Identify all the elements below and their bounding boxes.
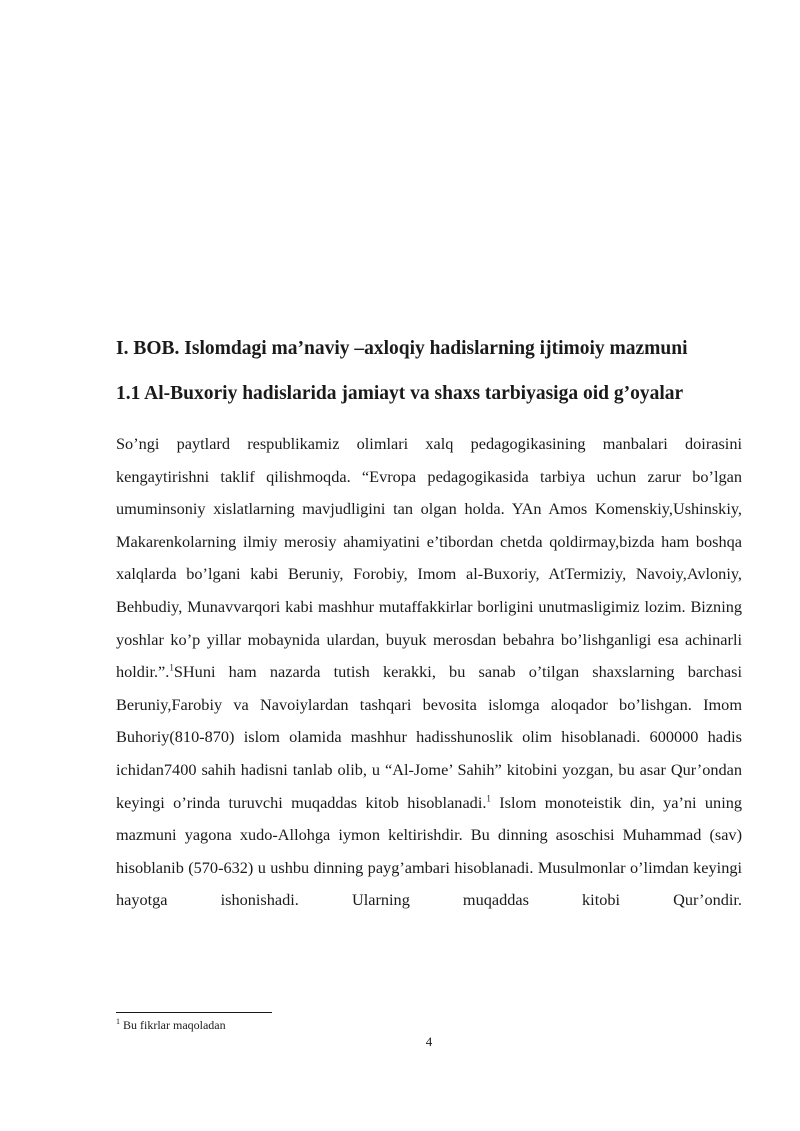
section-heading: 1.1 Al-Buxoriy hadislarida jamiayt va shaxs tarbiyasiga oid g’oyalar xyxy=(116,383,684,404)
body-paragraph xyxy=(116,428,742,917)
body-text-part-1: So’ngi paytlard respublikamiz olimlari xalq pedagogikasining manbalari doirasini kengaytirishni taklif qilishmoqda. “Evropa pedagogikasida tarbiya uchun zarur bo’lgan umuminsoniy xislatlarning mavjudligini tan olgan holda. YAn Amos Komenskiy,Ushinskiy, Makarenkolarning ilmiy merosiy ahamiyatini e’tibordan chetda qoldirmay,bizda ham boshqa xalqlarda bo’lgani kabi Beruniy, Forobiy, Imom al-Buxoriy, AtTermiziy, Navoiy,Avloniy, Behbudiy, Munavvarqori kabi mashhur mutaffakkirlar borligini unutmasligimiz lozim. Bizning yoshlar ko’p yillar mobaynida ulardan, buyuk merosdan bebahra bo’lishganligi esa achinarli holdir.”. xyxy=(116,434,742,682)
footnote-text: Bu fikrlar maqoladan xyxy=(123,1018,226,1032)
footnote-reference[interactable]: 1 xyxy=(169,662,174,673)
footnote xyxy=(116,1018,226,1033)
body-text-part-2: SHuni ham nazarda tutish kerakki, bu sanab o’tilgan shaxslarning barchasi Beruniy,Farobiy va Navoiylardan tashqari bevosita islomga aloqador bo’lishgan. Imom Buhoriy(810-870) islom olamida mashhur hadisshunoslik olim hisoblanadi. 600000 hadis ichidan7400 sahih hadisni tanlab olib, u “Al-Jome’ Sahih” kitobini yozgan, bu asar Qur’ondan keyingi o’rinda turuvchi muqaddas kitob hisoblanadi. xyxy=(116,662,742,812)
footnote-marker: 1 xyxy=(116,1017,120,1026)
footnote-reference[interactable]: 1 xyxy=(486,793,491,804)
chapter-heading: I. BOB. Islomdagi ma’naviy –axloqiy hadislarning ijtimoiy mazmuni xyxy=(116,338,688,359)
page-number: 4 xyxy=(425,1034,433,1049)
footnote-separator xyxy=(116,1012,272,1013)
body-text-part-3: Islom monoteistik din, ya’ni uning mazmuni yagona xudo-Allohga iymon keltirishdir. Bu dinning asoschisi Muhammad (sav) hisoblanib (570-632) u ushbu dinning payg’ambari hisoblanadi. Musulmonlar o’limdan keyingi hayotga ishonishadi. Ularning muqaddas kitobi Qur’ondir. xyxy=(116,792,742,910)
